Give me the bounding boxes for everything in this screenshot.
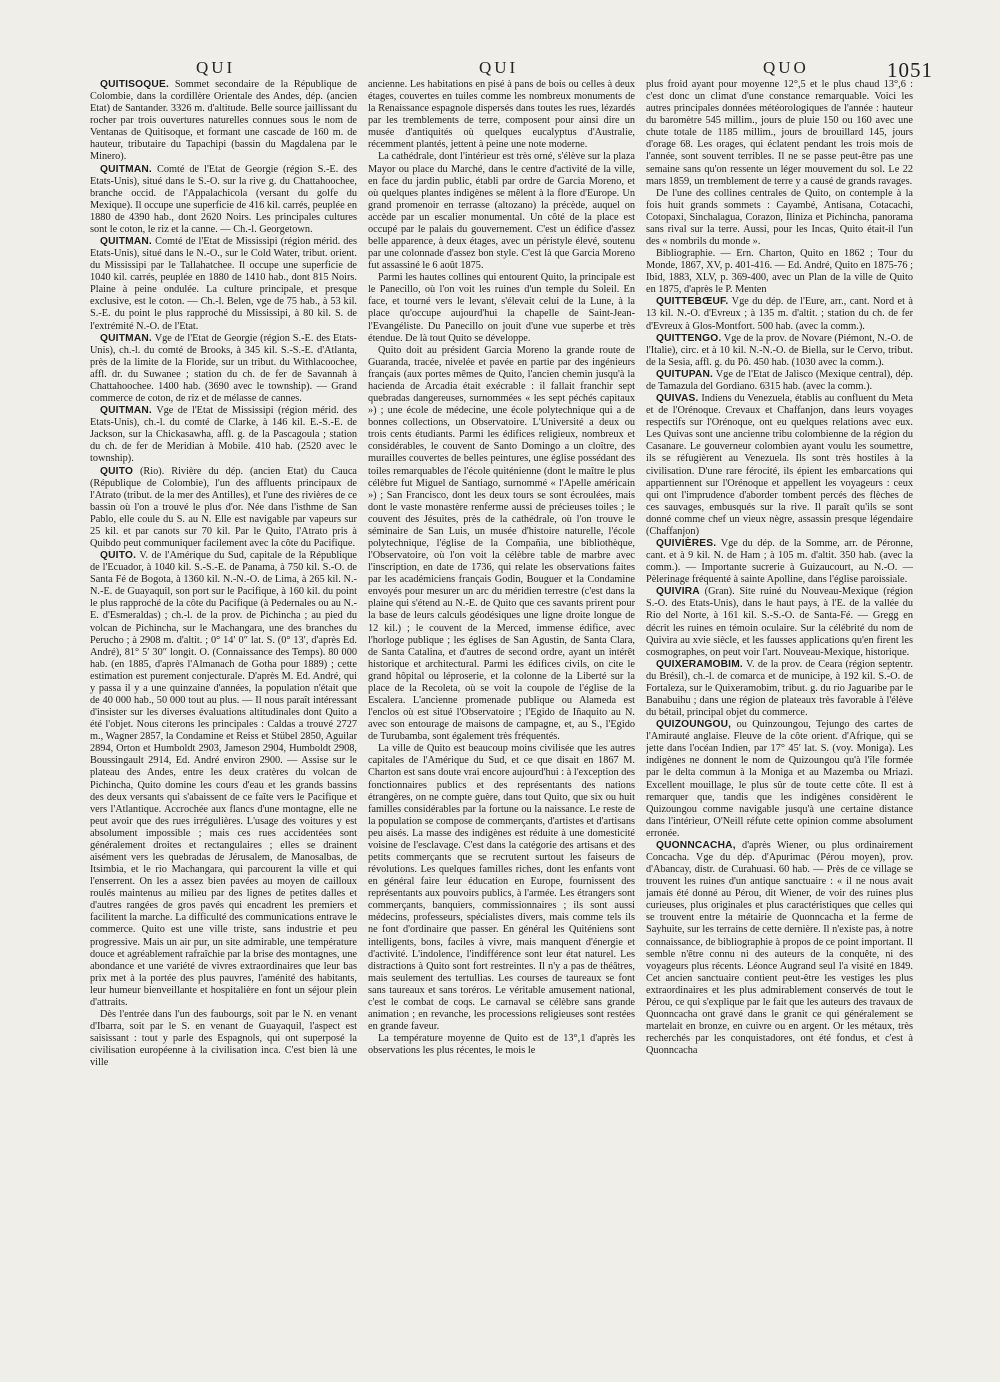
paragraph-text: Dès l'entrée dans l'un des faubourgs, soit par le N. en venant d'Ibarra, soit par le S. en venant de Guayaquil, l'aspect est saisissant : tout y parle des Espagnols, qui ont superposé la civilisation européenne à la civilisation inca. C'est bien là une ville [90, 1009, 357, 1069]
entry-headword: QUITO. [100, 550, 137, 562]
entry-body: Indiens du Venezuela, établis au confluent du Meta et de l'Orénoque. Crevaux et Chaffanjon, dans leurs voyages respectifs sur l'Orénoque, ont eu quelques relations avec eux. Les Quivas sont une ancienne tribu colombienne de la région du Casanare. Le gouverneur colombien ayant voulu les soumettre, ils se réfugièrent au Venezuela. Ils sont très hostiles à la civilisation. D'une rare férocité, ils épient les embarcations qui appartiennent sur l'Orénoque et appellent les voyageurs : ceux qui ont l'imprudence d'aborder tombent percés des flèches de ces sauvages, embusqués sur la rive. Il paraît qu'ils se sont donné comme chef un vieux nègre, assassin presque légendaire (Chaffanjon) [646, 393, 913, 537]
dictionary-entry [90, 236, 357, 333]
text-column-3 [646, 79, 913, 1359]
paragraph [646, 79, 913, 188]
dictionary-entry [646, 586, 913, 658]
paragraph-text: De l'une des collines centrales de Quito, on contemple à la fois huit grands sommets : Cayambé, Antisana, Cotacachi, Cotopaxi, Sinchalagua, Corazon, Iliniza et Pichincha, panorama sans rival sur la terre. Aussi, pour les Incas, Quito était-il l'un des « nombrils du monde ». [646, 187, 913, 248]
dictionary-entry [646, 538, 913, 586]
entry-body: Vge de la prov. de Novare (Piémont, N.-O. de l'Italie), circ. et à 10 kil. N.-N.-O. de Biella, sur le Cervo, tribut. de la Sesia, affl. g. du Pô. 450 hab. (1030 avec la comm.). [646, 332, 913, 368]
entry-body: V. de l'Amérique du Sud, capitale de la République de l'Ecuador, à 1040 kil. S.-S.-E. de Panama, à 750 kil. S.-O. de Santa Fé de Bogota, à 1360 kil. N.-N.-O. de Lima, à 265 kil. N.-N.-E. de Guayaquil, son port sur le Pacifique, à 160 kil. du point le plus rapproché de la côte du Pacifique (à Pedernales ou au N.-E. d'Esmeraldas) ; ch.-l. de la prov. de Pichincha ; au pied du volcan de Pichincha, sur le Machangara, une des branches du Perucho ; à 2908 m. d'altit. ; 0° 14′ 0″ lat. S. (0° 13′, d'après Ed. André), 81° 5′ 30″ longit. O. (Connaissance des Temps). 80 000 hab. (en 1885, d'après l'Almanach de Gotha pour 1889) ; cette estimation est purement conjecturale. D'après M. Ed. André, qui y passa il y a une quinzaine d'années, la population n'était que de 40 000 hab., 50 000 tout au plus. — Il nous paraît intéressant d'insister sur les diverses évaluations altitudinales dont Quito a été l'objet. Nous citerons les principales : Caldas a trouvé 2727 m., Wagner 2857, la Condamine et Reiss et Stübel 2850, Aguilar 2894, Orton et Humboldt 2903, Jameson 2904, Humboldt 2908, Boussingault 2914, Ed. André environ 2900. — Assise sur le plateau des Andes, entre les deux cratères du volcan de Pichincha, Quito domine les cours d'eau et les grands bassins des deux versants qui s'abaissent de ce faîte vers le Pacifique et vers l'Atlantique. Accrochée aux flancs d'une montagne, elle ne peut avoir que des rues irrégulières. L'usage des voitures y est absolument impossible ; mais ces rues accidentées sont généralement droites et rectangulaires ; elles se drainent aisément vers les quebradas de Jérusalem, de Manosalbas, de Itsimbia, et le rio Machangara, qui parcourent la ville et qui l'enserrent. On les a assez bien pavées au moyen de cailloux roulés maintenus au milieu par des lignes de petites dalles et d'autres rangées de gros pavés qui encadrent les premiers et facilitent la marche. La difficulté des communications entrave le commerce. Quito est une ville triste, sans industrie et peu progressive. Mais un air pur, un site admirable, une température douce et agréablement rafraîchie par la brise des montagnes, une abondance et une variété de vivres extraordinaires que leur bas prix met à la portée des plus pauvres, l'aménité des habitants, leur humeur bienveillante et hospitalière en font un séjour plein d'attraits. [90, 550, 357, 1008]
running-head-center: QUI [479, 58, 519, 77]
paragraph-text: plus froid ayant pour moyenne 12°,5 et le plus chaud 13°,6 : c'est donc un climat d'une constance remarquable. Voici les autres principales données météorologiques de l'année : hauteur du baromètre 545 millim., jours de pluie 150 ou 160 avec une chute totale de 1185 millim., jours de brouillard 145, jours d'orage 68. Les orages, qui éclatent pendant les trois mois de l'année, sont souvent terribles. Il ne se passe peut-être pas une semaine sans qu'on ressente un léger mouvement du sol. Le 22 mars 1859, un tremblement de terre y a causé de grands ravages. [646, 79, 913, 187]
entry-body: d'après Wiener, ou plus ordinairement Concacha. Vge du dép. d'Apurimac (Pérou moyen), prov. d'Abancay, distr. de Curahuasi. 60 hab. — Près de ce village se trouvent les ruines d'un antique sanctuaire : « il ne nous avait jamais été donné au Pérou, dit Wiener, de voir des ruines plus curieuses, plus originales et plus caractéristiques que celles qui se trouvent entre la métairie de Quonncacha et la ferme de Sayhuite, sur les terrains de cette dernière. Il n'existe pas, à notre connaissance, de bibliographie à propos de ce point important. Il semble n'être connu ni des auteurs de la conquête, ni des voyageurs plus récents. Léonce Augrand seul l'a visité en 1849. Cet ancien sanctuaire contient peut-être les vestiges les plus extraordinaires et les plus admirablement conservés de tout le Pérou, ce qui s'explique par le fait que les auteurs des travaux de Quonncacha ont gravé dans le granit ce qui généralement se martelait en bronze, en cuivre ou en argent. Or les métaux, très recherchés par les conquistadores, ont été fondus, et c'est à Quonncacha [646, 839, 913, 1057]
paragraph [368, 1033, 635, 1057]
entry-body: Vge du dép. de la Somme, arr. de Péronne, cant. et à 9 kil. N. de Ham ; à 105 m. d'altit. 350 hab. (avec la comm.). — Importante sucrerie à Guizaucourt, au N.-O. — Pèlerinage fréquenté à sainte Apolline, dans l'église paroissiale. [646, 537, 913, 586]
dictionary-entry [646, 393, 913, 538]
text-column-1 [90, 79, 357, 1359]
entry-headword: QUITISOQUE. [100, 79, 169, 90]
paragraph [368, 743, 635, 1033]
paragraph-text: Quito doit au président Garcia Moreno la grande route de Guaranda, tracée, nivelée et pavée en partie par des ingénieurs français (aux portes mêmes de Quito, l'ancien chemin jusqu'à la hacienda de Arcadia était exécrable : il fallait franchir sept quebradas dangereuses, surnommées « les sept péchés capitaux ») ; une école de médecine, une école polytechnique qui a de bonnes collections, un Observatoire. L'Université a deux ou trois cents étudiants. Parmi les édifices religieux, nombreux et considérables, le couvent de Santo Domingo a un cloître, des murailles couvertes de belles peintures, une église possédant des toiles remarquables de l'école quiténienne (dont le maître le plus célèbre fut Miguel de Santiago, surnommé « l'Apelle américain ») ; San Francisco, dont les deux tours se sont écroulées, mais dont le vaste monastère renferme aussi de précieuses toiles ; le couvent des Jésuites, près de la cathédrale, où l'on trouve le séminaire de San Luis, un musée d'histoire naturelle, l'école polytechnique, l'église de la Compañia, une bibliothèque, l'Observatoire, où l'on voit la célèbre table de marbre avec l'inscription, en date de 1736, qui relate les observations faites par les académiciens français Godin, Bouguer et la Condamine envoyés pour mesurer un arc du méridien terrestre (c'est dans la plaine qui s'étend au N.-E. de Quito que ces savants prirent pour la base de leurs calculs géodésiques une ligne droite longue de 12 kil.) ; le couvent de la Merced, immense édifice, avec l'horloge publique ; les églises de San Agustin, de Santa Clara, de Santa Catalina, et d'autres de second ordre, ayant un intérêt historique et architectural. Parmi les édifices civils, on cite le grand hôpital ou léproserie, et la colonne de la Liberté sur la place de la Recoleta, où se voit la coupole de l'église de la Escalera. L'ancienne promenade publique ou Alameda est l'enclos où est situé l'Observatoire ; l'Egido de Iñaquito au N. avec son entourage de maisons de campagne, et, au S., l'Egido de Turubamba, sont également très fréquentés. [368, 344, 635, 743]
dictionary-entry [646, 719, 913, 840]
dictionary-entry [646, 296, 913, 332]
entry-body: Vge de l'Etat de Mississipi (région mérid. des Etats-Unis), ch.-l. du comté de Clarke, à 146 kil. E.-S.-E. de Jackson, sur la Chickasawha, affl. g. de la Pascagoula ; station du ch. de fer de Meridian à Mobile. 410 hab. (2520 avec le township). [90, 405, 357, 465]
dictionary-entry [90, 550, 357, 1009]
entry-headword: QUITTEBŒUF. [656, 296, 729, 308]
paragraph-text: La température moyenne de Quito est de 13°,1 d'après les observations les plus récentes, le mois le [368, 1033, 635, 1057]
page-number: 1051 [887, 58, 933, 82]
dictionary-entry [90, 405, 357, 465]
entry-headword: QUITUPAN. [656, 368, 714, 380]
paragraph-text: Bibliographie. — Ern. Charton, Quito en 1862 ; Tour du Monde, 1867, XV, p. 401-416. — Ed. André, Quito en 1875-76 ; Ibid, 1883, XLV, p. 369-400, avec un Plan de la ville de Quito en 1875, d'après le P. Menten [646, 248, 913, 296]
entry-body: Vge de l'Etat de Georgie (région S.-E. des Etats-Unis), ch.-l. du comté de Brooks, à 345 kil. S.-S.-E. d'Atlanta, près de la limite de la Floride, sur un tribut. du Withlacoochee, affl. dr. du Suwanee ; station du ch. de fer de Savannah à Chattahoochee. 1400 hab. (3690 avec le township). — Grand commerce de coton, de riz et de mélasse de cannes. [90, 332, 357, 405]
entry-headword: QUIVAS. [656, 393, 699, 405]
paragraph-text: La ville de Quito est beaucoup moins civilisée que les autres capitales de l'Amérique du Sud, et ce que disait en 1867 M. Charton est sans doute vrai encore aujourd'hui : à l'exception des fonctionnaires publics et des représentants des nations étrangères, on ne compte guère, dans tout Quito, que six ou huit familles considérables par la fortune ou la naissance. Le reste de la population se compose de commerçants, d'artistes et d'artisans peu aisés. La masse des indigènes est réduite à une domesticité voisine de l'esclavage. C'est dans la catégorie des artisans et des petits commerçants que se recrutent surtout les faiseurs de révolutions. Les quelques familles riches, dont les enfants vont en général faire leur éducation en Europe, fournissent des représentants aux pouvoirs publics, à l'armée. Les étrangers sont commerçants, banquiers, commissionnaires ; ils sont aussi médecins, professeurs, spécialistes divers, mais comme tels ils ne font d'ordinaire que passer. En général les Quiténiens sont intelligents, bons, faciles à vivre, mais manquent d'énergie et d'activité. L'indolence, l'indifférence sont leur état naturel. Les distractions à Quito sont fort restreintes. Il n'y a pas de théâtres, mais seulement des tertullias. Les courses de taureaux se font sans taureaux et sans toréros. Le véritable amusement national, c'est le combat de coqs. Le carnaval se célèbre sans grande animation ; en revanche, les processions religieuses sont restées en grande faveur. [368, 743, 635, 1033]
entry-headword: QUITMAN. [100, 405, 152, 417]
dictionary-entry [90, 466, 357, 551]
entry-body: Vge du dép. de l'Eure, arr., cant. Nord et à 13 kil. N.-O. d'Evreux ; à 135 m. d'altit. ; station du ch. de fer d'Evreux à Glos-Montfort. 500 hab. (avec la comm.). [646, 296, 913, 332]
dictionary-entry [646, 369, 913, 393]
entry-headword: QUIVIÈRES. [656, 537, 717, 549]
paragraph-text: La cathédrale, dont l'intérieur est très orné, s'élève sur la plaza Mayor ou place du Marché, dans le centre d'activité de la ville, en face du jardin public, établi par ordre de Garcia Moreno, et où quelques plantes indigènes se mêlent à la flore d'Europe. Un grand promenoir en terrasse (altozano) la précède, auquel on accède par un escalier monumental. Un côté de la place est occupé par le palais du gouvernement. C'est un édifice d'assez belle apparence, à deux étages, avec un péristyle élevé, soutenu par une colonnade d'assez bon style. C'est là que Garcia Moreno fut assassiné le 6 août 1875. [368, 151, 635, 272]
entry-headword: QUIZOUNGOU, [656, 719, 732, 731]
entry-body: (Rio). Rivière du dép. (ancien Etat) du Cauca (République de Colombie), l'un des affluents principaux de l'Atrato (tribut. de la mer des Antilles), et l'une des rivières de ce bassin où l'on a trouvé le plus d'or. Née dans l'isthme de San Pablo, elle coule du S. au N. Elle est navigable par vapeurs sur 25 kil. et par canots sur 70 kil. Par le Quito, l'Atrato pris à Quibdo peut communiquer facilement avec la côte du Pacifique. [90, 465, 357, 549]
entry-headword: QUITMAN. [100, 332, 152, 344]
entry-body: V. de la prov. de Ceara (région septentr. du Brésil), ch.-l. de comarca et de municipe, à 192 kil. S.-O. de Fortaleza, sur le Quixeramobim, tribut. g. du rio Jaguaribe par le Banabuihu ; dans une région de plateaux très favorable à l'élève du bétail, principal objet du commerce. [646, 658, 913, 719]
dictionary-entry [90, 79, 357, 164]
running-head-left: QUI [196, 58, 236, 77]
entry-body: (Gran). Site ruiné du Nouveau-Mexique (région S.-O. des Etats-Unis), dans le haut pays, à l'E. de la vallée du Rio del Norte, à 161 kil. S.-S.-O. de Santa-Fé. — Gregg en décrit les ruines en témoin oculaire. Sur la célébrité du nom de Quivira au xvie siècle, et les fausses applications qu'en firent les cosmographes, on peut voir l'art. Nouveau-Mexique, historique. [646, 586, 913, 658]
entry-headword: QUITMAN. [100, 236, 152, 248]
dictionary-entry [646, 659, 913, 719]
entry-headword: QUITTENGO. [656, 332, 722, 344]
entry-headword: QUIXERAMOBIM. [656, 658, 743, 670]
dictionary-entry [646, 840, 913, 1057]
entry-body: Sommet secondaire de la République de Colombie, dans la cordillère Orientale des Andes, dép. (ancien Etat) de Santander. 3326 m. d'altitude. Belle source jaillissant du rocher par trois ouvertures naturelles connues sous le nom de Ventanas de Quitisoque, et formant une cascade de 160 m. de hauteur, tributaire du Tapachipi (bassin du Magdalena par le Minero). [90, 79, 357, 163]
dictionary-entry [646, 333, 913, 369]
entry-body: Comté de l'Etat de Mississipi (région mérid. des Etats-Unis), situé dans le N.-O., sur le Cold Water, tribut. orient. du Mississipi par le Tallahatchee. Il occupe une superficie de 1040 kil. carrés, peuplée en 1880 de 1410 hab., dont 815 Noirs. Plaine à peine ondulée. La culture principale, et presque exclusive, est le coton. — Ch.-l. Belen, vge de 75 hab., à 53 kil. S.-E. du point le plus rapproché du Mississipi, à 80 kil. S. de l'extrémité N.-O. de l'Etat. [90, 236, 357, 332]
paragraph [646, 188, 913, 248]
bibliography [646, 248, 913, 296]
paragraph [368, 345, 635, 744]
text-column-2 [368, 79, 635, 1359]
running-head-right: QUO [763, 58, 809, 77]
entry-headword: QUONNCACHA, [656, 839, 736, 851]
entry-headword: QUIVIRA [656, 586, 700, 598]
paragraph [368, 151, 635, 272]
paragraph [368, 79, 635, 151]
paragraph-text: ancienne. Les habitations en pisé à pans de bois ou celles à deux étages, couvertes en tuiles comme les nombreux monuments de la Renaissance espagnole dispersés dans toutes les rues, lézardés par les tremblements de terre, composent pour ainsi dire un musée d'antiquités où quelques eucalyptus d'Australie, récemment plantés, jettent à peine une note moderne. [368, 79, 635, 151]
paragraph [90, 1009, 357, 1069]
dictionary-entry [90, 164, 357, 236]
entry-body: Comté de l'Etat de Georgie (région S.-E. des Etats-Unis), situé dans le S.-O. sur la rive g. du Chattahoochee, branche occid. de l'Appalachicola (versant du golfe du Mexique). Il occupe une superficie de 416 kil. carrés, peuplée en 1880 de 4390 hab., dont 2620 Noirs. Les principales cultures sont le coton, le riz et la canne. — Ch.-l. Georgetown. [90, 163, 357, 235]
paragraph [368, 272, 635, 344]
entry-body: Vge de l'Etat de Jalisco (Mexique central), dép. de Tamazula del Gordiano. 6315 hab. (avec la comm.). [646, 368, 913, 392]
entry-body: ou Quinzoungou, Tejungo des cartes de l'Amirauté anglaise. Fleuve de la côte orient. d'Afrique, qui se jette dans l'océan Indien, par 17° 45′ lat. S. (voy. Moniga). Les indigènes ne donnent le nom de Quizoungou qu'à l'île formée par le delta commun à la Moniga et au Mazemba ou Mriazi. Excellent mouillage, le plus sûr de toute cette côte. Il est à remarquer que, tandis que les indigènes considèrent le Quizoungou comme navigable jusqu'à une certaine distance dans l'intérieur, O'Neill réfute cette opinion comme absolument erronée. [646, 719, 913, 839]
entry-headword: QUITO [100, 465, 134, 477]
dictionary-entry [90, 333, 357, 405]
entry-headword: QUITMAN. [100, 163, 152, 175]
paragraph-text: Parmi les hautes collines qui entourent Quito, la principale est le Panecillo, où l'on voit les ruines d'un temple du Soleil. En face, et tourné vers le levant, s'élevait celui de la Lune, à la place qu'occupe aujourd'hui la chapelle de Saint-Jean-l'Evangéliste. Du Panecillo on jouit d'une vue superbe et très étendue. De là tout Quito se développe. [368, 272, 635, 344]
